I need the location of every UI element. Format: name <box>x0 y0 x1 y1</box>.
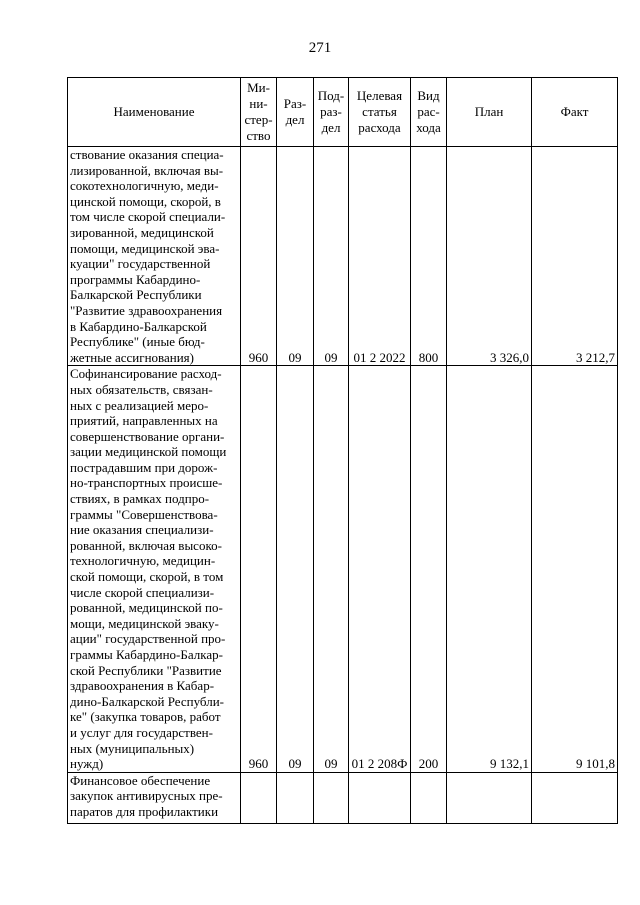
row-name: Финансовое обеспечение закупок антивирусных пре- паратов для профилактики <box>68 772 241 823</box>
row-subsection <box>314 772 349 823</box>
row-expense-type <box>411 772 447 823</box>
header-row <box>68 78 618 147</box>
row-plan <box>447 772 532 823</box>
page-number: 271 <box>308 40 332 56</box>
header-fact: Факт <box>532 78 618 147</box>
row-ministry: 960 <box>241 366 277 772</box>
row-target-item: 01 2 2022 <box>349 147 411 366</box>
header-ministry: Ми- ни- стер- ство <box>241 78 277 147</box>
header-section: Раз- дел <box>277 78 314 147</box>
header-subsection: Под- раз- дел <box>314 78 349 147</box>
row-expense-type: 800 <box>411 147 447 366</box>
row-target-item: 01 2 208Ф <box>349 366 411 772</box>
row-section <box>277 772 314 823</box>
row-ministry <box>241 772 277 823</box>
row-fact: 3 212,7 <box>532 147 618 366</box>
row-expense-type: 200 <box>411 366 447 772</box>
header-expense-type: Вид рас- хода <box>411 78 447 147</box>
budget-table <box>67 77 618 824</box>
row-subsection: 09 <box>314 366 349 772</box>
table-row <box>68 772 618 823</box>
row-plan: 9 132,1 <box>447 366 532 772</box>
table-row <box>68 366 618 772</box>
row-fact <box>532 772 618 823</box>
table-row <box>68 147 618 366</box>
row-section: 09 <box>277 366 314 772</box>
row-name: ствование оказания специа- лизированной, включая вы- сокотехнологичную, меди- цинской помощи, скорой, в том числе скорой специали- зированной, медицинской помощи, медицинской эва- куации" государственной программы Кабардино- Балкарской Республики "Развитие здравоохранения в Кабардино-Балкарской Республике" (иные бюд- жетные ассигнования) <box>68 147 241 366</box>
header-plan: План <box>447 78 532 147</box>
row-name: Софинансирование расход- ных обязательств, связан- ных с реализацией меро- приятий, направленных на совершенствование органи- зации медицинской помощи пострадавшим при дорож- но-транспортных происше- ствиях, в рамках подпро- граммы "Совершенствова- ние оказания специализи- рованной, включая высоко- технологичную, медицин- ской помощи, скорой, в том числе скорой специализи- рованной, медицинской по- мощи, медицинской эваку- ации" государственной про- граммы Кабардино-Балкар- ской Республики "Развитие здравоохранения в Кабар- дино-Балкарской Республи- ке" (закупка товаров, работ и услуг для государствен- ных (муниципальных) нужд) <box>68 366 241 772</box>
row-subsection: 09 <box>314 147 349 366</box>
header-name: Наименование <box>68 78 241 147</box>
row-ministry: 960 <box>241 147 277 366</box>
row-plan: 3 326,0 <box>447 147 532 366</box>
header-target-item: Целевая статья расхода <box>349 78 411 147</box>
row-fact: 9 101,8 <box>532 366 618 772</box>
row-target-item <box>349 772 411 823</box>
row-section: 09 <box>277 147 314 366</box>
